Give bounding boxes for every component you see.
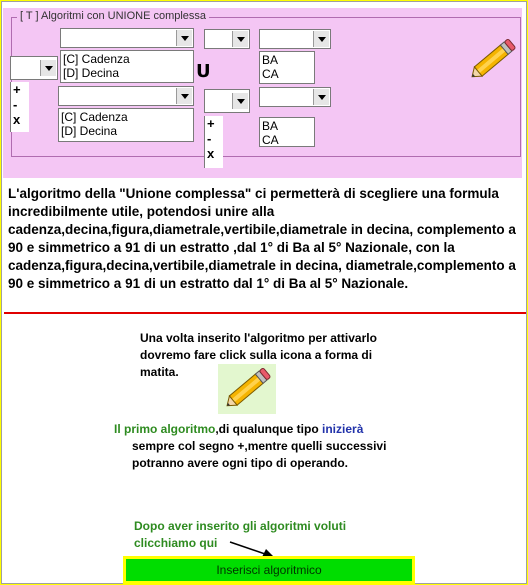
operator-option[interactable]: + — [13, 82, 21, 97]
right-top-field-list[interactable] — [259, 51, 315, 84]
operator-option[interactable]: x — [13, 112, 21, 127]
section-divider — [4, 312, 526, 314]
chevron-down-icon[interactable] — [176, 30, 192, 46]
first-algorithm-note — [114, 421, 434, 472]
operator-option[interactable]: - — [13, 97, 18, 112]
pencil-icon[interactable] — [464, 36, 520, 84]
insert-algorithm-label: Inserisci algoritmico — [216, 563, 322, 577]
left-operator-select[interactable] — [10, 56, 58, 80]
insert-algorithm-button[interactable] — [124, 557, 414, 583]
list-item[interactable]: BA — [262, 53, 279, 67]
panel-legend: [ T ] Algoritmi con UNIONE complessa — [17, 10, 209, 22]
first-algorithm-text: ,di qualunque tipo — [215, 422, 319, 436]
pencil-icon — [218, 364, 276, 414]
chevron-down-icon[interactable] — [40, 60, 56, 76]
first-algorithm-continuation: sempre col segno +,mentre quelli successivi potranno avere ogni tipo di operando. — [132, 439, 387, 470]
chevron-down-icon[interactable] — [313, 89, 329, 105]
first-algorithm-label: Il primo algoritmo — [114, 422, 216, 436]
list-item[interactable]: CA — [262, 67, 279, 81]
starts-word: inizierà — [322, 422, 364, 436]
activation-instruction: Una volta inserito l'algoritmo per attivarlo dovremo fare click sulla icona a forma di matita. — [140, 331, 377, 379]
right-bottom-field-list[interactable] — [259, 117, 315, 147]
chevron-down-icon[interactable] — [232, 93, 248, 109]
list-item[interactable]: [D] Decina — [63, 66, 120, 80]
list-item[interactable]: [D] Decina — [61, 124, 118, 138]
operator-option[interactable]: x — [207, 146, 215, 161]
operator-option[interactable]: + — [207, 116, 215, 131]
chevron-down-icon[interactable] — [232, 31, 248, 47]
right-operator-list[interactable] — [204, 116, 223, 168]
after-insert-line2: clicchiamo qui — [134, 536, 218, 550]
list-item[interactable]: CA — [262, 133, 279, 147]
right-operator-select[interactable] — [204, 89, 250, 113]
left-operator-list[interactable] — [10, 82, 29, 132]
left-top-field-select[interactable] — [60, 28, 194, 48]
after-insert-line1: Dopo aver inserito gli algoritmi voluti — [134, 519, 347, 533]
left-top-field-list[interactable] — [60, 50, 194, 83]
left-bottom-field-list[interactable] — [58, 108, 194, 142]
pencil-illustration — [218, 364, 276, 414]
chevron-down-icon[interactable] — [176, 88, 192, 104]
algorithm-description: L'algoritmo della "Unione complessa" ci permetterà di scegliere una formula incredibilmente utile, potendosi unire alla cadenza,decina,figura,diametrale,vertibile,diametrale in decina, complemento a 90 e simmetrico a 91 di un estratto ,dal 1° di Ba al 5° Nazionale, con la cadenza,figura,decina,vertibile,diametrale in decina, diametrale,complemento a 90 e simmetrico a 91 di un estratto dal 1° di Ba al 5° Nazionale. — [8, 186, 516, 291]
right-top-operator-select[interactable] — [204, 29, 250, 49]
list-item[interactable]: [C] Cadenza — [63, 52, 130, 66]
list-item[interactable]: BA — [262, 119, 279, 133]
right-top-field-select[interactable] — [259, 29, 331, 49]
list-item[interactable]: [C] Cadenza — [61, 110, 128, 124]
union-symbol: U — [196, 61, 211, 82]
operator-option[interactable]: - — [207, 131, 212, 146]
chevron-down-icon[interactable] — [313, 31, 329, 47]
left-bottom-field-select[interactable] — [58, 86, 194, 106]
right-bottom-field-select[interactable] — [259, 87, 331, 107]
